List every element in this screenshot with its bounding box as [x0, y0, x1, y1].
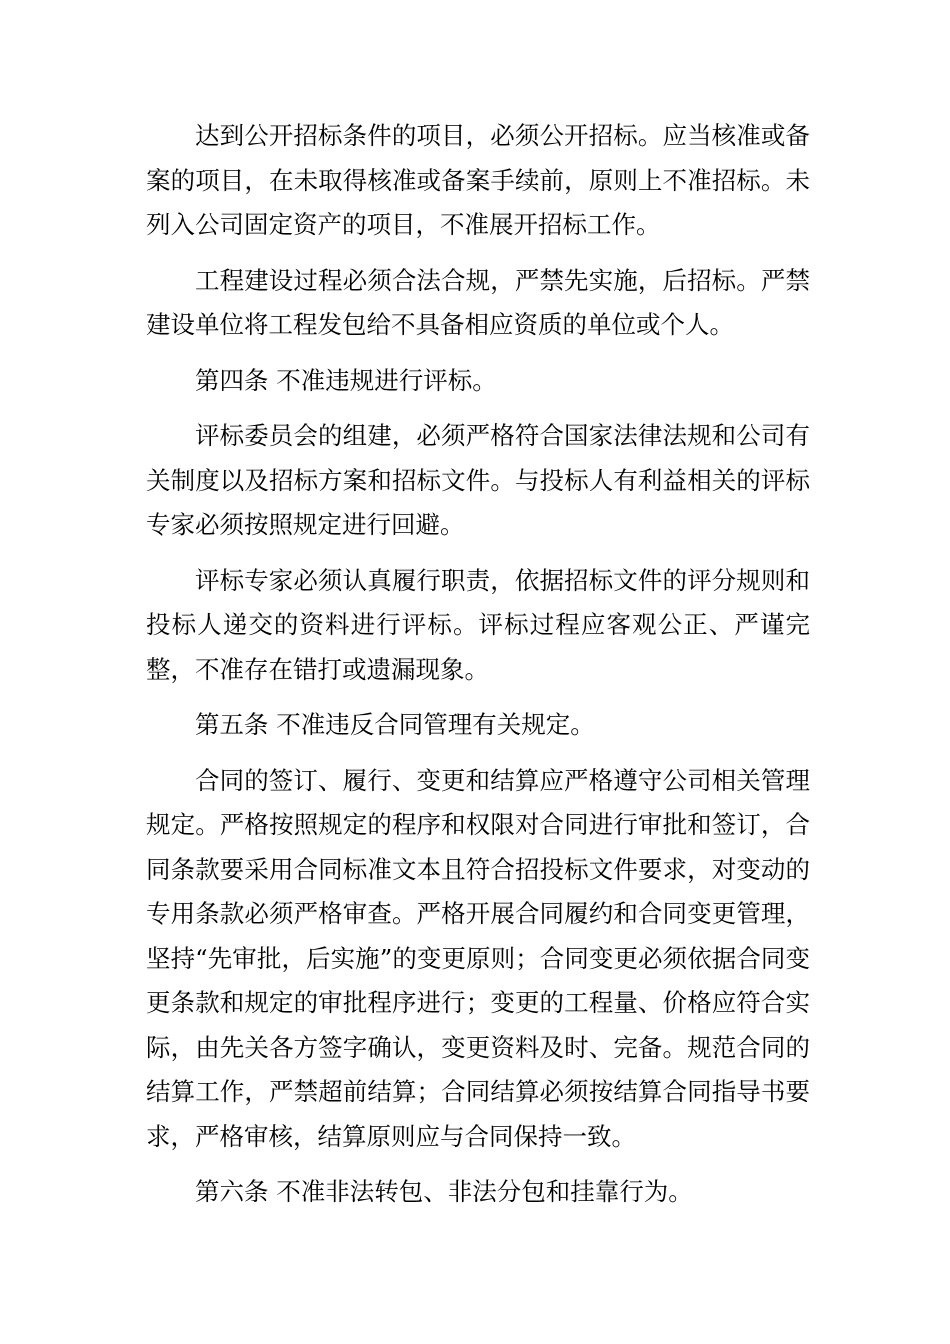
- paragraph-contract-management: 合同的签订、履行、变更和结算应严格遵守公司相关管理规定。严格按照规定的程序和权限对合同进行审批和签订，合同条款要采用合同标准文本且符合招投标文件要求，对变动的专用条款必须严格审查。严格开展合同履约和合同变更管理，坚持“先审批，后实施”的变更原则；合同变更必须依据合同变更条款和规定的审批程序进行；变更的工程量、价格应符合实际，由先关各方签字确认，变更资料及时、完备。规范合同的结算工作，严禁超前结算；合同结算必须按结算合同指导书要求，严格审核，结算原则应与合同保持一致。: [146, 765, 810, 1151]
- article-5-heading: 第五条 不准违反合同管理有关规定。: [195, 710, 595, 739]
- paragraph-evaluation-experts: 评标专家必须认真履行职责，依据招标文件的评分规则和投标人递交的资料进行评标。评标过程应客观公正、严谨完整，不准存在错打或遗漏现象。: [146, 565, 810, 684]
- article-4-heading: 第四条 不准违规进行评标。: [195, 365, 497, 395]
- paragraph-tendering-conditions: 达到公开招标条件的项目，必须公开招标。应当核准或备案的项目，在未取得核准或备案手续前，原则上不准招标。未列入公司固定资产的项目，不准展开招标工作。: [146, 121, 810, 239]
- article-6-heading: 第六条 不准非法转包、非法分包和挂靠行为。: [195, 1177, 693, 1206]
- paragraph-construction-compliance: 工程建设过程必须合法合规，严禁先实施，后招标。严禁建设单位将工程发包给不具备相应资质的单位或个人。: [146, 265, 810, 339]
- document-body: [146, 114, 810, 1226]
- paragraph-evaluation-committee: 评标委员会的组建，必须严格符合国家法律法规和公司有关制度以及招标方案和招标文件。与投标人有利益相关的评标专家必须按照规定进行回避。: [146, 421, 810, 539]
